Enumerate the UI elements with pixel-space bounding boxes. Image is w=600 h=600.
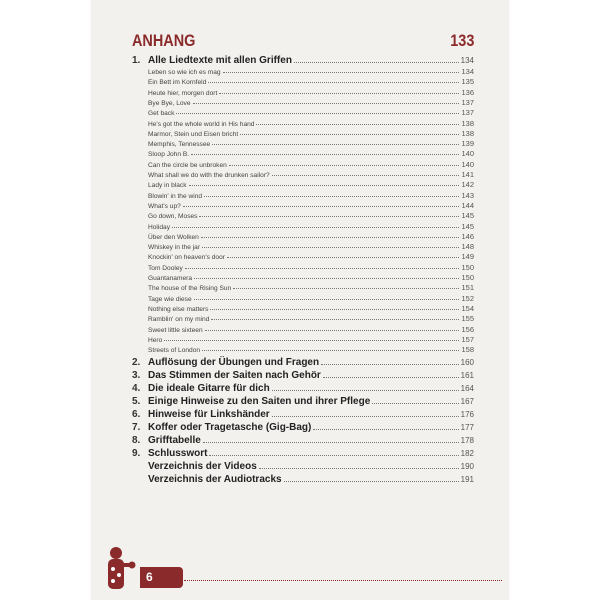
dot-leader: [272, 416, 459, 417]
entry-page: 134: [460, 56, 474, 65]
entry-title: Get back: [148, 110, 175, 118]
entry-page: 140: [461, 159, 474, 169]
entry-number: 7.: [132, 421, 141, 433]
toc-subentry[interactable]: [132, 325, 474, 334]
dot-leader: [202, 350, 459, 351]
entry-title: Hinweise für Linkshänder: [148, 409, 270, 420]
entry-title: Die ideale Gitarre für dich: [148, 383, 270, 395]
entry-number: 3.: [132, 370, 141, 382]
header-page-number: 133: [449, 31, 474, 50]
entry-title: Nothing else matters: [148, 305, 209, 313]
entry-page: 177: [460, 422, 474, 432]
entry-page: 161: [460, 371, 474, 381]
dot-leader: [229, 165, 460, 166]
entry-page: 141: [461, 170, 474, 179]
toc-subentry[interactable]: [132, 77, 474, 86]
mascot-figure-icon: [104, 545, 136, 591]
entry-title: Whiskey in the jar: [148, 244, 201, 252]
dot-leader: [240, 134, 459, 135]
entry-page: 157: [461, 334, 474, 344]
dot-leader: [176, 113, 459, 114]
entry-page: 156: [461, 324, 474, 334]
dot-leader: [209, 455, 458, 456]
dot-leader: [172, 227, 459, 228]
dot-leader: [202, 247, 459, 248]
entry-page: 176: [460, 410, 474, 419]
footer-divider: [184, 580, 502, 581]
dot-leader: [201, 237, 460, 238]
entry-title: Alle Liedtexte mit allen Griffen: [148, 55, 292, 66]
toc-subentry[interactable]: [132, 252, 474, 261]
dot-leader: [211, 319, 459, 320]
toc-subentry[interactable]: [132, 191, 474, 200]
dot-leader: [223, 72, 460, 73]
entry-page: 151: [461, 283, 474, 293]
dot-leader: [183, 206, 460, 207]
entry-title: The house of the Rising Sun: [148, 285, 232, 293]
entry-page: 136: [461, 87, 474, 97]
toc-subentry[interactable]: [132, 242, 474, 251]
toc-entry[interactable]: [132, 461, 474, 472]
toc-entry[interactable]: [132, 448, 474, 459]
entry-page: 138: [461, 118, 474, 128]
toc-subentry[interactable]: [132, 263, 474, 272]
entry-page: 150: [461, 273, 474, 282]
entry-title: Hero: [148, 336, 163, 344]
toc-subentry[interactable]: [132, 211, 474, 220]
toc-subentry[interactable]: [132, 294, 474, 303]
entry-page: 145: [461, 211, 474, 221]
dot-leader: [272, 390, 459, 391]
entry-title: What's up?: [148, 202, 181, 210]
entry-page: 138: [461, 128, 474, 138]
entry-page: 158: [461, 345, 474, 355]
entry-number: 9.: [132, 447, 141, 459]
entry-page: 167: [460, 397, 474, 407]
entry-page: 152: [461, 293, 474, 303]
entry-title: Sloop John B.: [148, 151, 190, 159]
entry-page: 160: [460, 358, 474, 368]
entry-page: 155: [461, 314, 474, 324]
toc-subentry[interactable]: [132, 119, 474, 128]
entry-page: 154: [461, 303, 474, 313]
dot-leader: [256, 124, 459, 125]
entry-title: Ramblin' on my mind: [148, 316, 210, 324]
entry-title: Tom Dooley: [148, 264, 183, 272]
toc-subentry[interactable]: [132, 283, 474, 292]
entry-page: 178: [460, 435, 474, 445]
entry-title: Go down, Moses: [148, 213, 198, 221]
entry-title: Einige Hinweise zu den Saiten und ihrer Pflege: [148, 396, 371, 408]
entry-number: 6.: [132, 409, 141, 420]
entry-title: Tage wie diese: [148, 295, 192, 303]
entry-title: Grifftabelle: [148, 434, 201, 446]
entry-title: He's got the whole world in His hand: [148, 120, 255, 128]
dot-leader: [203, 442, 459, 443]
section-title: ANHANG: [132, 31, 196, 50]
toc-entry[interactable]: [132, 55, 474, 66]
entry-title: Lady in black: [148, 182, 187, 190]
dot-leader: [191, 154, 459, 155]
dot-leader: [321, 364, 459, 365]
dot-leader: [210, 309, 459, 310]
toc-subentry[interactable]: [132, 139, 474, 148]
entry-number: 1.: [132, 55, 141, 66]
toc-entry[interactable]: [132, 435, 474, 446]
entry-page: 139: [461, 139, 474, 149]
footer-page-number: 6: [140, 567, 183, 588]
dot-leader: [185, 268, 460, 269]
entry-page: 144: [461, 200, 474, 210]
toc-subentry[interactable]: [132, 273, 474, 282]
entry-title: Guantanamera: [148, 275, 192, 282]
entry-page: 191: [460, 474, 474, 484]
dot-leader: [272, 175, 460, 176]
entry-title: Heute hier, morgen dort: [148, 89, 218, 97]
entry-page: 150: [461, 262, 474, 272]
dot-leader: [205, 330, 460, 331]
toc-entry[interactable]: [132, 422, 474, 433]
dot-leader: [219, 93, 459, 94]
toc-subentry[interactable]: [132, 160, 474, 169]
entry-number: 2.: [132, 357, 141, 369]
entry-title: Holiday: [148, 223, 170, 231]
entry-title: Can the circle be unbroken: [148, 161, 227, 169]
toc-subentry[interactable]: [132, 98, 474, 107]
entry-title: Bye Bye, Love: [148, 99, 191, 107]
toc-entry[interactable]: [132, 370, 474, 381]
toc-entry[interactable]: [132, 383, 474, 394]
toc-subentry[interactable]: [132, 201, 474, 210]
dot-leader: [189, 185, 460, 186]
toc-subentry[interactable]: [132, 88, 474, 97]
entry-page: 149: [461, 252, 474, 262]
toc-subentry[interactable]: [132, 170, 474, 179]
entry-title: Leben so wie ich es mag: [148, 69, 221, 76]
entry-number: 5.: [132, 396, 141, 408]
entry-title: Verzeichnis der Videos: [148, 460, 257, 472]
dot-leader: [259, 468, 459, 469]
dot-leader: [227, 257, 460, 258]
entry-page: 146: [461, 231, 474, 241]
toc-subentry[interactable]: [132, 345, 474, 354]
toc-subentry[interactable]: [132, 129, 474, 138]
entry-title: Das Stimmen der Saiten nach Gehör: [148, 370, 321, 382]
toc-subentry[interactable]: [132, 67, 474, 76]
toc-subentry[interactable]: [132, 314, 474, 323]
entry-title: Ein Bett im Kornfeld: [148, 79, 207, 87]
entry-number: 8.: [132, 434, 141, 446]
dot-leader: [372, 403, 458, 404]
dot-leader: [294, 62, 459, 63]
toc-subentry[interactable]: [132, 180, 474, 189]
dot-leader: [208, 82, 459, 83]
entry-page: 137: [461, 108, 474, 118]
entry-page: 148: [461, 242, 474, 252]
toc-subentry[interactable]: [132, 108, 474, 117]
entry-title: What shall we do with the drunken sailor?: [148, 172, 270, 179]
entry-page: 145: [461, 221, 474, 231]
dot-leader: [212, 144, 459, 145]
dot-leader: [193, 103, 460, 104]
entry-title: Auflösung der Übungen und Fragen: [148, 357, 320, 369]
entry-page: 164: [460, 384, 474, 394]
entry-title: Memphis, Tennessee: [148, 141, 211, 149]
entry-page: 140: [461, 149, 474, 159]
dot-leader: [194, 299, 460, 300]
toc-subentry[interactable]: [132, 304, 474, 313]
entry-title: Über den Wolken: [148, 233, 199, 241]
entry-page: 134: [461, 67, 474, 76]
entry-title: Koffer oder Tragetasche (Gig-Bag): [148, 421, 312, 433]
entry-title: Blowin' in the wind: [148, 192, 203, 200]
dot-leader: [313, 429, 458, 430]
toc-entry[interactable]: [132, 474, 474, 485]
toc-subentry[interactable]: [132, 149, 474, 158]
dot-leader: [194, 278, 459, 279]
entry-page: 137: [461, 97, 474, 107]
toc-subentry[interactable]: [132, 222, 474, 231]
entry-page: 182: [460, 448, 474, 458]
toc-subentry[interactable]: [132, 335, 474, 344]
entry-page: 143: [461, 190, 474, 200]
entry-title: Verzeichnis der Audiotracks: [148, 473, 282, 485]
toc-entry[interactable]: [132, 396, 474, 407]
dot-leader: [204, 196, 459, 197]
dot-leader: [164, 340, 459, 341]
entry-title: Knockin' on heaven's door: [148, 254, 225, 262]
toc-entry[interactable]: [132, 409, 474, 420]
entry-page: 135: [461, 77, 474, 87]
toc-subentry[interactable]: [132, 232, 474, 241]
dot-leader: [323, 377, 459, 378]
dot-leader: [199, 216, 459, 217]
entry-number: 4.: [132, 383, 141, 395]
dot-leader: [284, 481, 459, 482]
entry-title: Streets of London: [148, 347, 201, 355]
entry-page: 190: [460, 461, 474, 471]
entry-title: Schlusswort: [148, 447, 208, 459]
toc-entry[interactable]: [132, 357, 474, 368]
entry-title: Marmor, Stein und Eisen bricht: [148, 130, 239, 138]
dot-leader: [233, 288, 459, 289]
entry-page: 142: [461, 180, 474, 190]
entry-title: Sweet little sixteen: [148, 326, 203, 334]
